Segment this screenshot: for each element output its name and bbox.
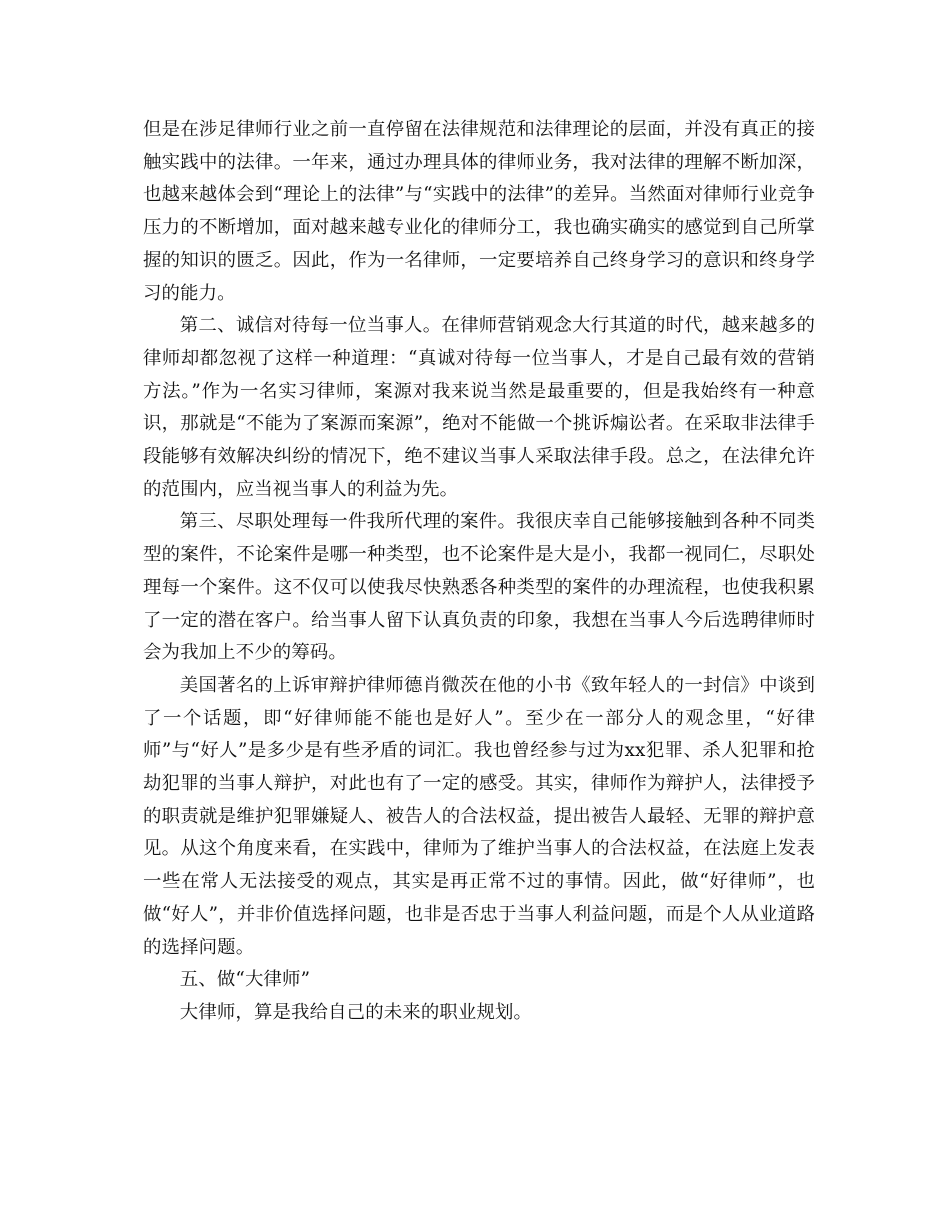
paragraph-career-plan: 大律师，算是我给自己的未来的职业规划。 (179, 1001, 533, 1023)
paragraph-integrity: 第二、诚信对待每一位当事人。在律师营销观念大行其道的时代，越来越多的律师却都忽视了这样一种道理：“真诚对待每一位当事人，才是自己最有效的营销方法。”作为一名实习律师，案源对我来说当然是最重要的，但是我始终有一种意识，那就是“不能为了案源而案源”，绝对不能做一个挑诉煽讼者。在采取非法律手段能够有效解决纠纷的情况下，绝不建议当事人采取法律手段。总之，在法律允许的范围内，应当视当事人的利益为先。 (143, 315, 815, 500)
section-heading: 五、做“大律师” (179, 969, 311, 991)
paragraph-good-lawyer: 美国著名的上诉审辩护律师德肖微茨在他的小书《致年轻人的一封信》中谈到了一个话题，即“好律师能不能也是好人”。至少在一部分人的观念里，“好律师”与“好人”是多少是有些矛盾的词汇。我也曾经参与过为xx犯罪、杀人犯罪和抢劫犯罪的当事人辩护，对此也有了一定的感受。其实，律师作为辩护人，法律授予的职责就是维护犯罪嫌疑人、被告人的合法权益，提出被告人最轻、无罪的辩护意见。从这个角度来看，在实践中，律师为了维护当事人的合法权益，在法庭上发表一些在常人无法接受的观点，其实是再正常不过的事情。因此，做“好律师”，也做“好人”，并非价值选择问题，也非是否忠于当事人利益问题，而是个人从业道路的选择问题。 (143, 674, 815, 958)
paragraph-continued-learning: 但是在涉足律师行业之前一直停留在法律规范和法律理论的层面，并没有真正的接触实践中的法律。一年来，通过办理具体的律师业务，我对法律的理解不断加深，也越来越体会到“理论上的法律”与“实践中的法律”的差异。当然面对律师行业竞争压力的不断增加，面对越来越专业化的律师分工，我也确实确实的感觉到自己所掌握的知识的匮乏。因此，作为一名律师，一定要培养自己终身学习的意识和终身学习的能力。 (143, 119, 815, 304)
paragraph-diligence: 第三、尽职处理每一件我所代理的案件。我很庆幸自己能够接触到各种不同类型的案件，不论案件是哪一种类型，也不论案件是大是小，我都一视同仁，尽职处理每一个案件。这不仅可以使我尽快熟悉各种类型的案件的办理流程，也使我积累了一定的潜在客户。给当事人留下认真负责的印象，我想在当事人今后选聘律师时会为我加上不少的筹码。 (143, 511, 815, 664)
document-page (143, 114, 815, 1030)
